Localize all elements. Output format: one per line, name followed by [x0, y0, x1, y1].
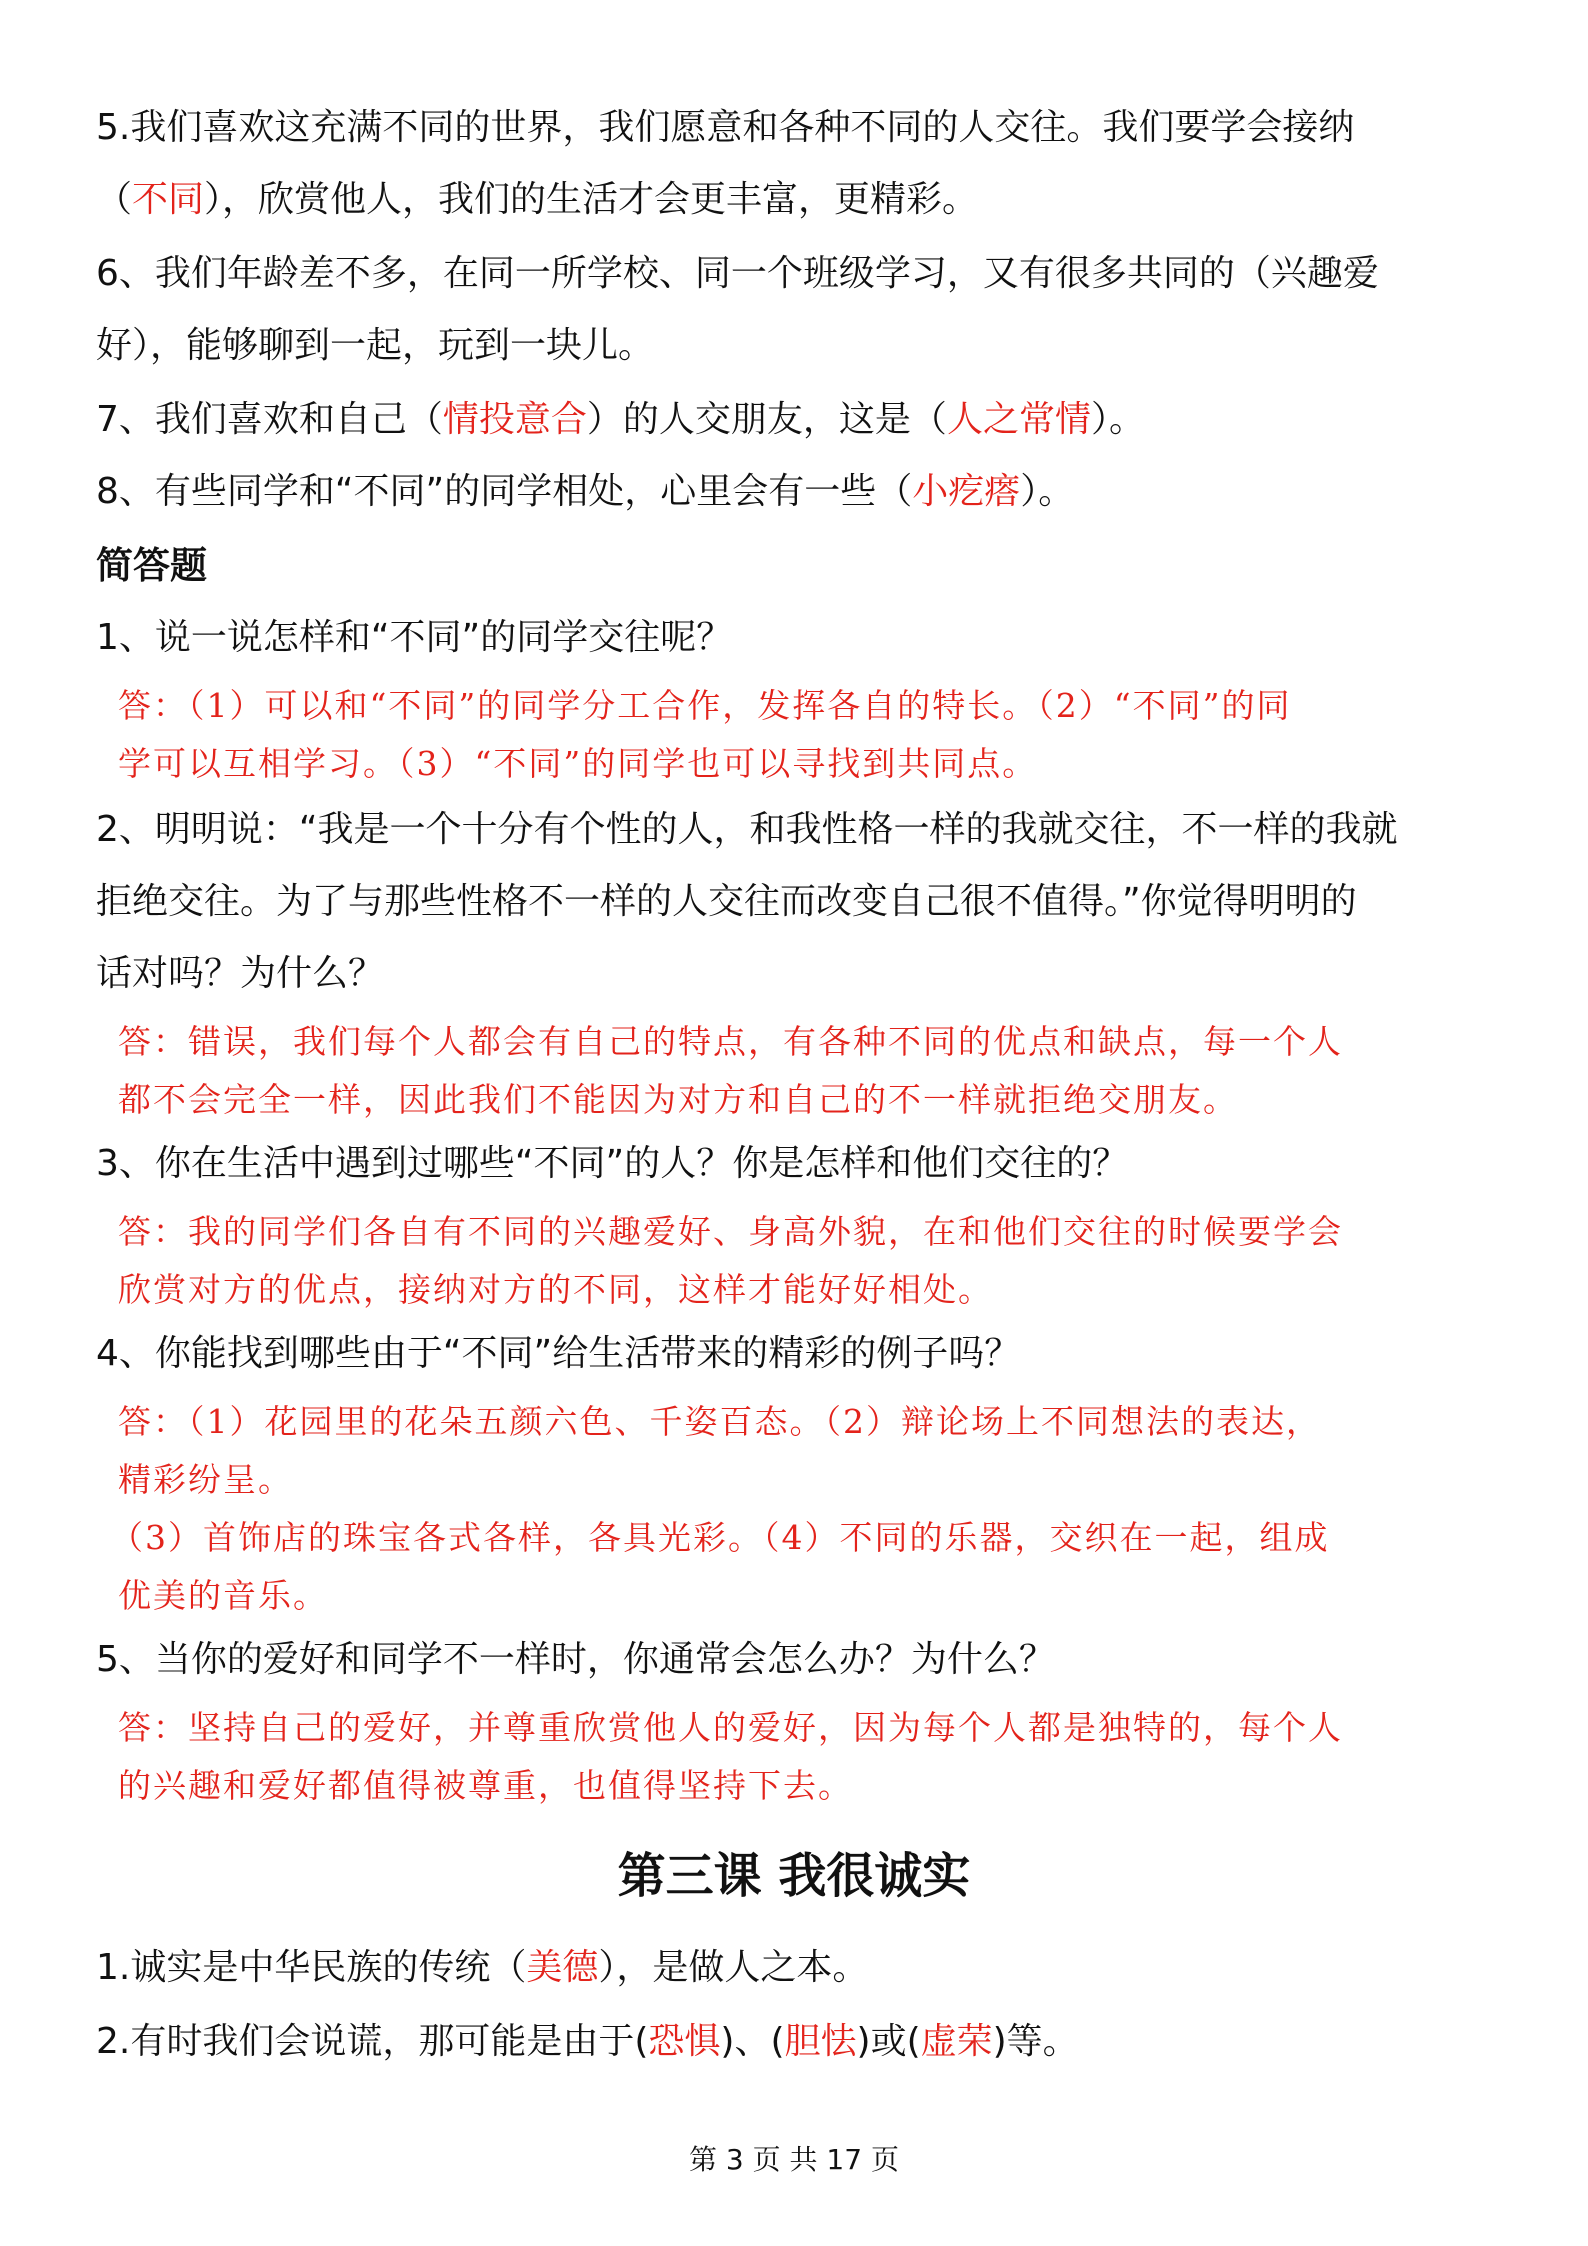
question-4: 4、你能找到哪些由于“不同”给生活带来的精彩的例子吗？: [96, 1333, 1021, 1374]
blank-answer: 胆怯: [784, 2021, 857, 2062]
question-1: 1、说一说怎样和“不同”的同学交往呢？: [96, 617, 733, 658]
question-2-line-1: 2、明明说：“我是一个十分有个性的人，和我性格一样的我就交往，不一样的我就: [96, 809, 1398, 850]
blank-answer: 不同: [132, 179, 205, 220]
answer-4-line-1: 答：（1）花园里的花朵五颜六色、千姿百态。（2）辩论场上不同想法的表达，: [118, 1402, 1321, 1441]
section-heading: 简答题: [96, 544, 207, 587]
page-footer: 第 3 页 共 17 页: [689, 2143, 899, 2176]
blank-item-8: 8、有些同学和“不同”的同学相处，心里会有一些（小疙瘩）。: [96, 471, 1075, 512]
lesson-item-2: 2.有时我们会说谎，那可能是由于(恐惧)、(胆怯)或(虚荣)等。: [96, 2021, 1079, 2062]
blank-item-6-line-1: 6、我们年龄差不多，在同一所学校、同一个班级学习，又有很多共同的（兴趣爱: [96, 253, 1379, 294]
answer-3-line-1: 答：我的同学们各自有不同的兴趣爱好、身高外貌，在和他们交往的时候要学会: [118, 1212, 1343, 1251]
question-2-line-3: 话对吗？为什么？: [96, 953, 385, 994]
answer-5-line-1: 答：坚持自己的爱好，并尊重欣赏他人的爱好，因为每个人都是独特的，每个人: [118, 1708, 1343, 1747]
blank-item-5-line-1: 5.我们喜欢这充满不同的世界，我们愿意和各种不同的人交往。我们要学会接纳: [96, 107, 1355, 148]
answer-1-line-1: 答：（1）可以和“不同”的同学分工合作，发挥各自的特长。（2）“不同”的同: [118, 686, 1292, 725]
lesson-title: 第三课 我很诚实: [617, 1848, 971, 1904]
answer-4-line-4: 优美的音乐。: [118, 1576, 328, 1615]
blank-answer: 恐惧: [648, 2021, 721, 2062]
blank-answer: 美德: [526, 1947, 599, 1988]
question-3: 3、你在生活中遇到过哪些“不同”的人？你是怎样和他们交往的？: [96, 1143, 1129, 1184]
blank-answer: 小疙瘩: [912, 471, 1021, 512]
question-5: 5、当你的爱好和同学不一样时，你通常会怎么办？为什么？: [96, 1639, 1055, 1680]
blank-item-6-line-2: 好），能够聊到一起，玩到一块儿。: [96, 325, 655, 366]
answer-3-line-2: 欣赏对方的优点，接纳对方的不同，这样才能好好相处。: [118, 1270, 993, 1309]
blank-answer: 虚荣: [920, 2021, 993, 2062]
blank-answer: 人之常情: [946, 399, 1091, 440]
answer-1-line-2: 学可以互相学习。（3）“不同”的同学也可以寻找到共同点。: [118, 744, 1038, 783]
lesson-item-1: 1.诚实是中华民族的传统（美德），是做人之本。: [96, 1947, 869, 1988]
blank-item-5-line-2: （不同），欣赏他人，我们的生活才会更丰富，更精彩。: [96, 179, 979, 220]
answer-2-line-1: 答：错误，我们每个人都会有自己的特点，有各种不同的优点和缺点，每一个人: [118, 1022, 1343, 1061]
answer-2-line-2: 都不会完全一样，因此我们不能因为对方和自己的不一样就拒绝交朋友。: [118, 1080, 1238, 1119]
answer-4-line-2: 精彩纷呈。: [118, 1460, 293, 1499]
answer-4-line-3: （3）首饰店的珠宝各式各样，各具光彩。（4）不同的乐器，交织在一起，组成: [110, 1518, 1330, 1557]
answer-5-line-2: 的兴趣和爱好都值得被尊重，也值得坚持下去。: [118, 1766, 853, 1805]
blank-item-7: 7、我们喜欢和自己（情投意合）的人交朋友，这是（人之常情）。: [96, 399, 1145, 440]
blank-answer: 情投意合: [442, 399, 587, 440]
question-2-line-2: 拒绝交往。为了与那些性格不一样的人交往而改变自己很不值得。”你觉得明明的: [96, 881, 1357, 922]
